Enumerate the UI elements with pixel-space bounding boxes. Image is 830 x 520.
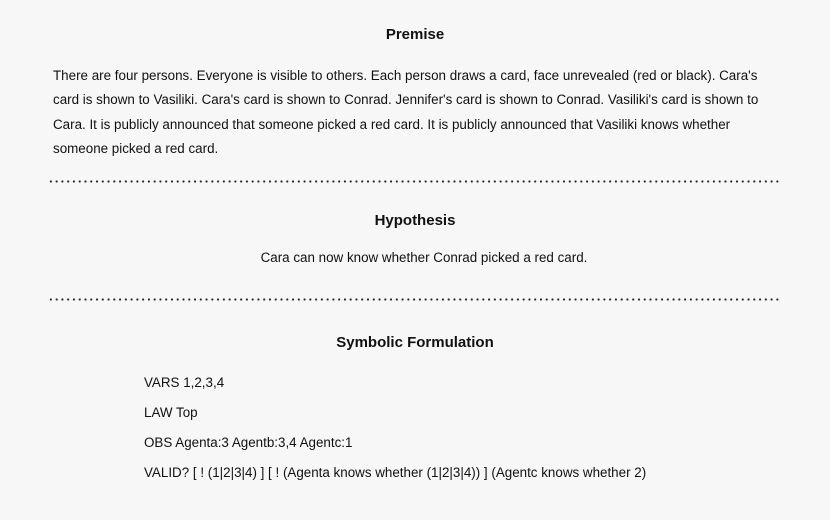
premise-title: Premise: [385, 26, 445, 43]
formula-law-line: LAW Top: [144, 405, 198, 420]
premise-text: There are four persons. Everyone is visible to others. Each person draws a card, face unrevealed (red or black). Cara's card is shown to Vasiliki. Cara's card is shown to Conrad. Jennifer's card is shown to Conrad. Vasiliki's card is shown to Cara. It is publicly announced that someone picked a red card. It is publicly announced that Vasiliki knows whether someone picked a red card.: [53, 68, 759, 156]
formula-vars-line: VARS 1,2,3,4: [144, 375, 225, 390]
hypothesis-text: Cara can now know whether Conrad picked a red card.: [260, 250, 588, 265]
formula-obs-line: OBS Agenta:3 Agentb:3,4 Agentc:1: [144, 435, 353, 450]
dotted-divider: [48, 180, 782, 183]
hypothesis-title: Hypothesis: [374, 212, 456, 229]
symbolic-formulation-title: Symbolic Formulation: [336, 334, 494, 351]
dotted-divider: [48, 298, 782, 301]
formula-valid-line: VALID? [ ! (1|2|3|4) ] [ ! (Agenta knows whether (1|2|3|4)) ] (Agentc knows whether 2): [144, 465, 647, 480]
